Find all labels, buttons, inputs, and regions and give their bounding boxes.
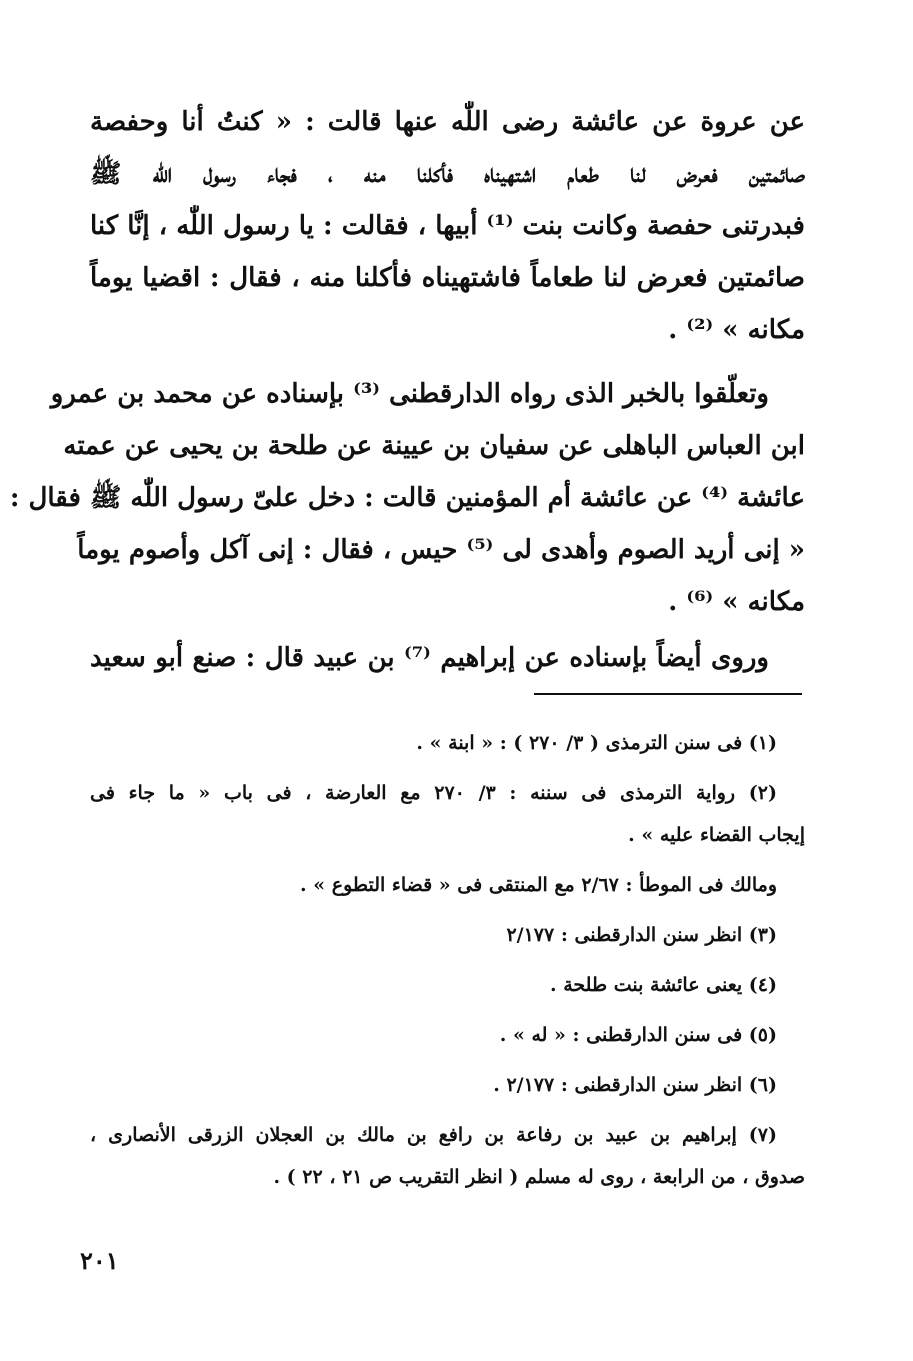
text-line: صائمتين فعرض لنا طعام اشتهيناه فأكلنا منه ، فجاء رسول اللّٰه ﷺ (90, 159, 805, 189)
footnote-line: (٥) فى سنن الدارقطنى : « له » . (499, 1024, 777, 1046)
text-line: « إنى أريد الصوم وأهدى لى ⁽⁵⁾ حيس ، فقال : إنى آكل وأصوم يوماً (77, 535, 805, 565)
footnote-line: (٣) انظر سنن الدارقطنى : ٢/١٧٧ (506, 924, 777, 946)
footnote-line: (٧) إبراهيم بن عبيد بن رفاعة بن رافع بن مالك بن العجلان الزرقى الأنصارى ، (90, 1124, 777, 1146)
text-line: ابن العباس الباهلى عن سفيان بن عيينة عن طلحة بن يحيى عن عمته (63, 431, 805, 461)
footnotes (90, 718, 805, 1202)
text-line: مكانه » ⁽⁶⁾ . (668, 587, 805, 617)
footnote-line: إيجاب القضاء عليه » . (628, 824, 805, 846)
text-line: مكانه » ⁽²⁾ . (668, 315, 805, 345)
page-number: ٢٠١ (80, 1246, 119, 1275)
footnote-line: (٦) انظر سنن الدارقطنى : ٢/١٧٧ . (493, 1074, 777, 1096)
text-line: فبدرتنى حفصة وكانت بنت ⁽¹⁾ أبيها ، فقالت : يا رسول اللّٰه ، إنَّا كنا (90, 211, 805, 241)
footnote-line: صدوق ، من الرابعة ، روى له مسلم ( انظر التقريب ص ٢١ ، ٢٢ ) . (273, 1166, 805, 1188)
text-line: عائشة ⁽⁴⁾ عن عائشة أم المؤمنين قالت : دخل علىّ رسول اللّٰه ﷺ فقال : (9, 483, 805, 513)
footnote-line: (٤) يعنى عائشة بنت طلحة . (549, 974, 777, 996)
footnote-line: (١) فى سنن الترمذى ( ٣/ ٢٧٠ ) : « ابنة » . (416, 732, 777, 754)
text-line: وروى أيضاً بإسناده عن إبراهيم ⁽⁷⁾ بن عبيد قال : صنع أبو سعيد (90, 643, 769, 673)
footnote-line: ومالك فى الموطأ : ٢/٦٧ مع المنتقى فى « قضاء التطوع » . (300, 874, 777, 896)
footnote-line: (٢) رواية الترمذى فى سننه : ٣/ ٢٧٠ مع العارضة ، فى باب « ما جاء فى (90, 782, 777, 804)
text-line: صائمتين فعرض لنا طعاماً فاشتهيناه فأكلنا منه ، فقال : اقضيا يوماً (90, 263, 805, 293)
text-line: عن عروة عن عائشة رضى اللّٰه عنها قالت : « كنتُ أنا وحفصة (90, 107, 805, 137)
footnote-separator (534, 693, 802, 695)
text-line: وتعلّقوا بالخبر الذى رواه الدارقطنى ⁽³⁾ بإسناده عن محمد بن عمرو (50, 379, 769, 409)
main-text (9, 96, 805, 684)
